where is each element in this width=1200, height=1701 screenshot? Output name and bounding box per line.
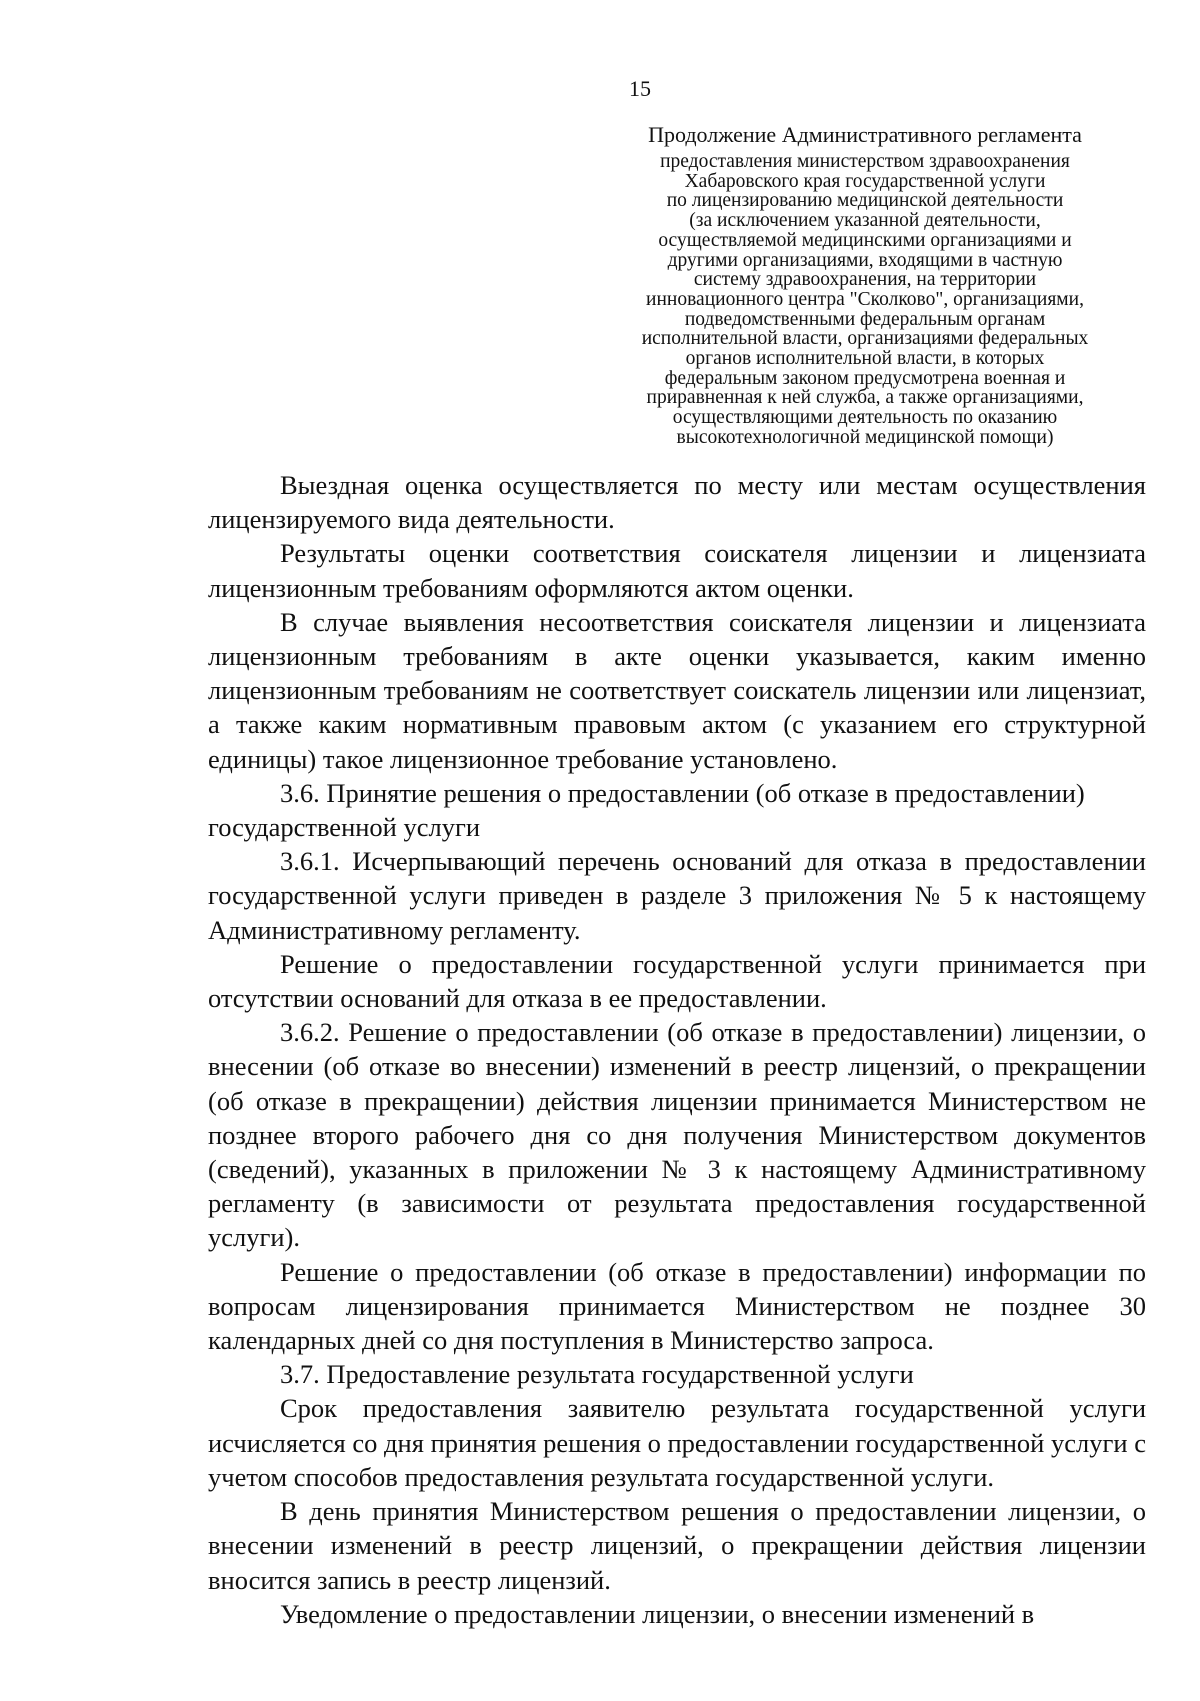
paragraph-registry-entry: В день принятия Министерством решения о предоставлении лицензии, о внесении изменений в реестр лицензий, о прекращении действия лицензии вносится запись в реестр лицензий. (208, 1496, 1146, 1595)
page-number: 15 (629, 76, 651, 101)
header-line: подведомственными федеральным органам (684, 308, 1046, 330)
paragraph-3-6-2: 3.6.2. Решение о предоставлении (об отказе в предоставлении) лицензии, о внесении (об отказе во внесении) изменений в реестр лицензий, о прекращении (об отказе в прекращении) действия лицензии принимается Министерством не позднее второго рабочего дня со дня получения Министерством документов (сведений), указанных в приложении № 3 к настоящему Административному регламенту (в зависимости от результата предоставления государственной услуги). (208, 1017, 1146, 1253)
document-body (208, 468, 1146, 1631)
header-line: высокотехнологичной медицинской помощи) (676, 426, 1054, 448)
header-line: исполнительной власти, организациями федеральных (641, 328, 1089, 350)
header-line: Хабаровского края государственной услуги (684, 170, 1046, 192)
paragraph-info-decision: Решение о предоставлении (об отказе в предоставлении) информации по вопросам лицензирования принимается Министерством не позднее 30 календарных дней со дня поступления в Министерство запроса. (208, 1256, 1146, 1356)
paragraph-nonconformity: В случае выявления несоответствия соискателя лицензии и лицензиата лицензионным требованиям в акте оценки указывается, каким именно лицензионным требованиям не соответствует соискатель лицензии или лицензиат, а также каким нормативным правовым актом (с указанием его структурной единицы) такое лицензионное требование установлено. (208, 606, 1146, 774)
paragraph-decision-grant: Решение о предоставлении государственной услуги принимается при отсутствии оснований для отказа в ее предоставлении. (208, 948, 1146, 1014)
paragraph-notification: Уведомление о предоставлении лицензии, о внесении изменений в (280, 1598, 1035, 1629)
header-line: по лицензированию медицинской деятельности (666, 190, 1064, 212)
document-header (580, 122, 1150, 448)
header-line: другими организациями, входящими в частную (667, 249, 1063, 271)
paragraph-assessment-results: Результаты оценки соответствия соискателя лицензии и лицензиата лицензионным требованиям оформляются актом оценки. (208, 538, 1146, 603)
paragraph-field-assessment: Выездная оценка осуществляется по месту или местам осуществления лицензируемого вида деятельности. (208, 470, 1146, 535)
paragraph-3-6-1: 3.6.1. Исчерпывающий перечень оснований для отказа в предоставлении государственной услуги приведен в разделе 3 приложения № 5 к настоящему Административному регламенту. (208, 846, 1146, 945)
header-line: инновационного центра "Сколково", организациями, (646, 288, 1084, 310)
header-line: органов исполнительной власти, в которых (685, 348, 1045, 370)
header-line: федеральным законом предусмотрена военная и (664, 367, 1066, 389)
header-line: систему здравоохранения, на территории (693, 269, 1037, 291)
header-title: Продолжение Административного регламента (648, 122, 1082, 147)
section-heading-3-7: 3.7. Предоставление результата государственной услуги (280, 1359, 914, 1390)
header-line: приравненная к ней служба, а также организациями, (646, 387, 1084, 409)
paragraph-result-term: Срок предоставления заявителю результата государственной услуги исчисляется со дня принятия решения о предоставлении государственной услуги с учетом способов предоставления результата государственной услуги. (208, 1393, 1146, 1492)
section-heading-3-6: 3.6. Принятие решения о предоставлении (об отказе в предоставлении) государственной услуги (208, 777, 1085, 843)
header-line: осуществляемой медицинскими организациями и (658, 229, 1072, 251)
header-line: (за исключением указанной деятельности, (689, 210, 1041, 232)
header-line: осуществляющими деятельность по оказанию (672, 407, 1058, 429)
header-line: предоставления министерством здравоохранения (660, 151, 1070, 172)
